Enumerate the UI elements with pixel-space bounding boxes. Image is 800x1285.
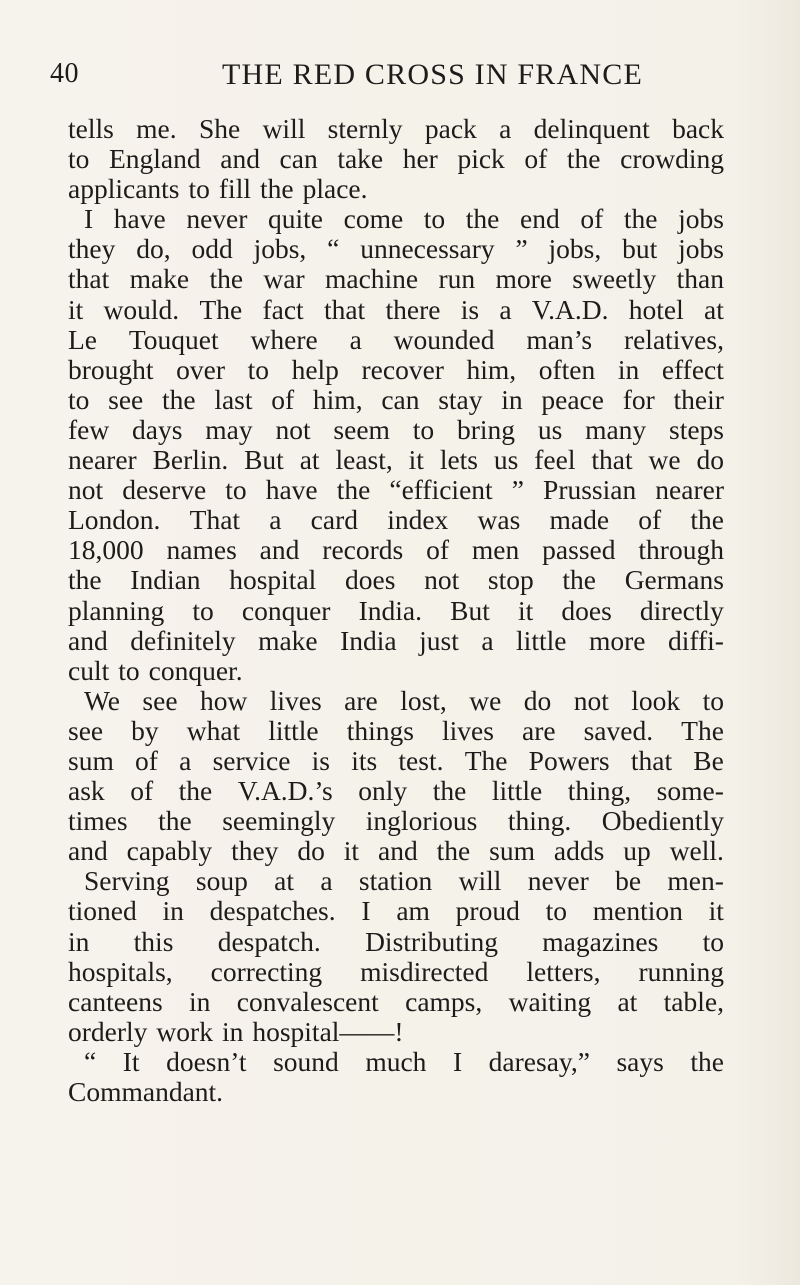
text-line: sum of a service is its test. The Powers that Be <box>68 744 724 776</box>
text-line: the Indian hospital does not stop the Germans <box>68 564 724 596</box>
text-line: tells me. She will sternly pack a delinquent back <box>68 113 724 144</box>
text-line: times the seemingly inglorious thing. Obediently <box>68 805 724 837</box>
text-line: hospitals, correcting misdirected letters, running <box>68 955 724 987</box>
text-line: and capably they do it and the sum adds up well. <box>68 835 724 867</box>
text-line: We see how lives are lost, we do not look to <box>84 684 724 716</box>
text-line: I have never quite come to the end of the jobs <box>84 203 724 235</box>
text-line: Commandant. <box>68 1076 224 1107</box>
text-line: to England and can take her pick of the crowding <box>68 143 724 175</box>
text-line: canteens in convalescent camps, waiting at table, <box>68 985 724 1017</box>
text-line: Le Touquet where a wounded man’s relatives, <box>68 323 724 355</box>
text-line: “ It doesn’t sound much I daresay,” says the <box>84 1045 724 1077</box>
text-line: it would. The fact that there is a V.A.D. hotel at <box>68 293 724 325</box>
text-line: brought over to help recover him, often in effect <box>68 353 724 385</box>
text-line: to see the last of him, can stay in peace for their <box>68 383 724 415</box>
text-line: in this despatch. Distributing magazines to <box>68 925 724 957</box>
text-line: and definitely make India just a little more diffi- <box>68 624 724 656</box>
text-line: not deserve to have the “efficient ” Prussian nearer <box>68 474 724 506</box>
page-number: 40 <box>50 58 79 89</box>
text-line: tioned in despatches. I am proud to mention it <box>68 895 724 927</box>
text-line: planning to conquer India. But it does directly <box>68 594 724 626</box>
text-line: Serving soup at a station will never be men- <box>84 865 724 897</box>
text-line: few days may not seem to bring us many steps <box>68 413 724 445</box>
text-line: orderly work in hospital——! <box>68 1015 404 1047</box>
running-header <box>50 58 710 98</box>
text-line: nearer Berlin. But at least, it lets us feel that we do <box>68 444 724 476</box>
text-line: cult to conquer. <box>68 654 243 686</box>
text-line: 18,000 names and records of men passed through <box>68 534 724 566</box>
text-line: they do, odd jobs, “ unnecessary ” jobs, but jobs <box>68 233 724 265</box>
text-line: ask of the V.A.D.’s only the little thing, some- <box>68 775 724 807</box>
text-line: that make the war machine run more sweetly than <box>68 263 724 295</box>
text-line: applicants to fill the place. <box>68 173 368 205</box>
text-line: London. That a card index was made of the <box>68 504 724 536</box>
running-title: THE RED CROSS IN FRANCE <box>222 58 643 91</box>
body-text <box>68 114 724 1107</box>
text-line: see by what little things lives are saved. The <box>68 714 724 746</box>
